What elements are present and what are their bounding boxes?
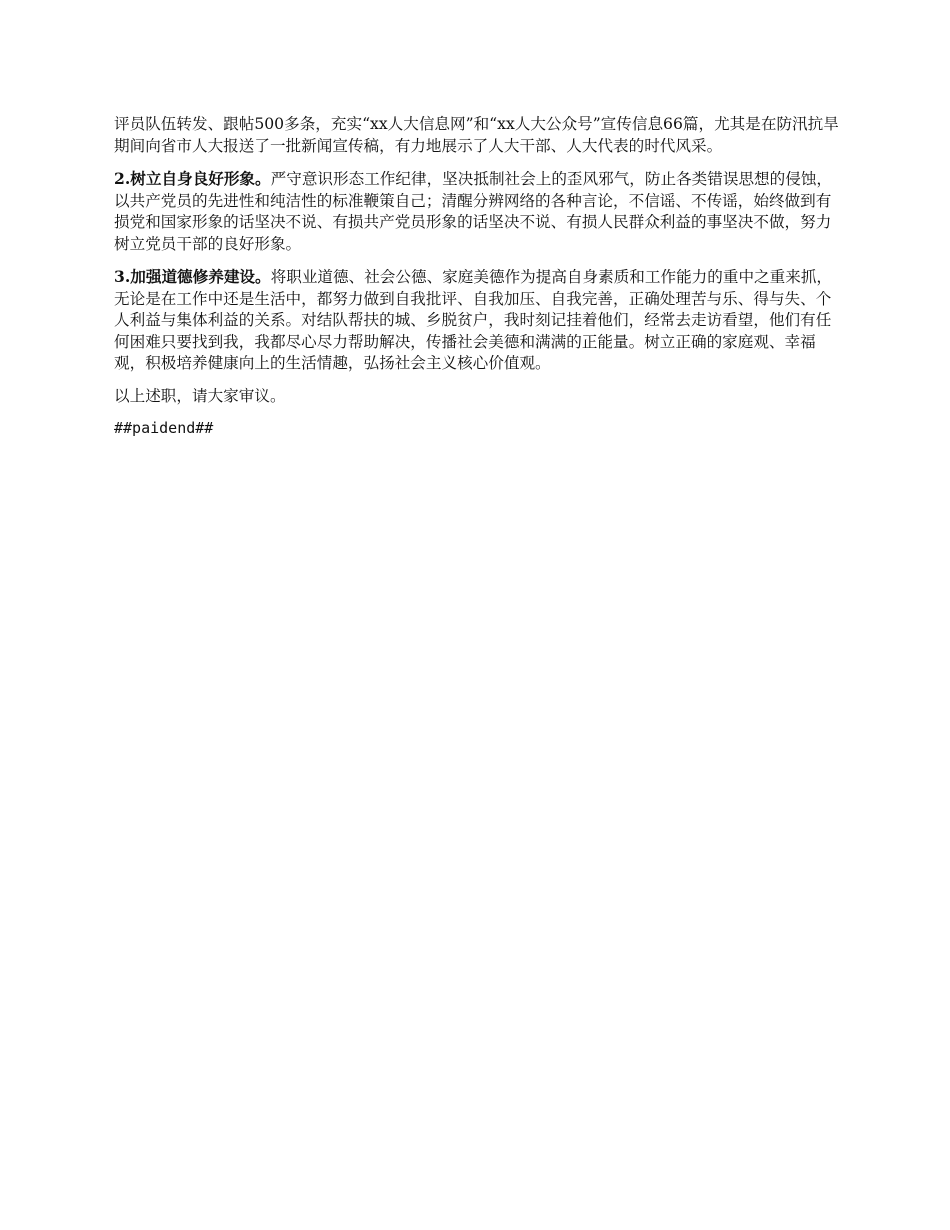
paragraph-self-image [114,168,842,255]
paragraph-closing [114,386,842,408]
paragraph-text: 严守意识形态工作纪律，坚决抵制社会上的歪风邪气，防止各类错误思想的侵蚀，以共产党员的先进性和纯洁性的标准鞭策自己；清醒分辨网络的各种言论，不信谣、不传谣，始终做到有损党和国家形象的话坚决不说、有损共产党员形象的话坚决不说、有损人民群众利益的事坚决不做，努力树立党员干部的良好形象。 [114,170,833,253]
paragraph-text: 评员队伍转发、跟帖500多条，充实“xx人大信息网”和“xx人大公众号”宣传信息66篇，尤其是在防汛抗旱期间向省市人大报送了一批新闻宣传稿，有力地展示了人大干部、人大代表的时代风采。 [114,115,839,155]
paragraph-text: 以上述职，请大家审议。 [114,386,286,405]
paragraph-text: 将职业道德、社会公德、家庭美德作为提高自身素质和工作能力的重中之重来抓，无论是在工作中还是生活中，都努力做到自我批评、自我加压、自我完善，正确处理苦与乐、得与失、个人利益与集体利益的关系。对结队帮扶的城、乡脱贫户，我时刻记挂着他们，经常去走访看望，他们有任何困难只要找到我，我都尽心尽力帮助解决，传播社会美德和满满的正能量。树立正确的家庭观、幸福观，积极培养健康向上的生活情趣，弘扬社会主义核心价值观。 [114,268,833,372]
paragraph-heading: 2.树立自身良好形象。 [114,169,271,188]
paragraph-continuation [114,114,842,157]
paragraph-heading: 3.加强道德修养建设。 [114,267,271,286]
end-marker: ##paidend## [114,419,214,437]
paragraph-moral-cultivation [114,266,842,375]
document-page [114,114,842,451]
